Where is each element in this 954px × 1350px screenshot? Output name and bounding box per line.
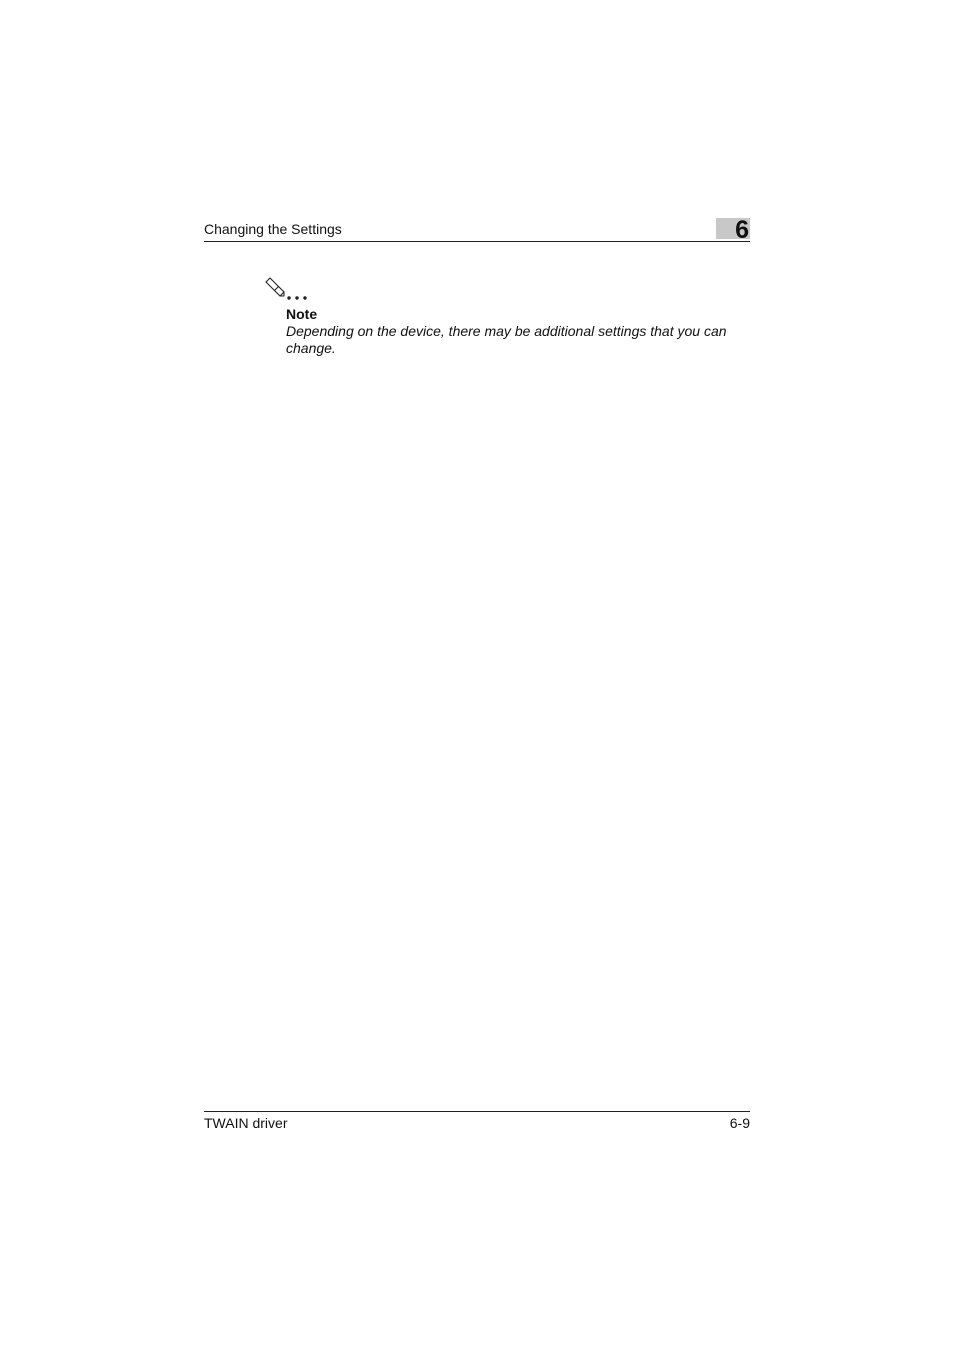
- footer-manual-title: TWAIN driver: [204, 1115, 288, 1131]
- header-rule: [204, 241, 750, 242]
- chapter-number: 6: [735, 216, 749, 244]
- note-heading: Note: [286, 306, 318, 322]
- pencil-note-icon: [264, 276, 312, 302]
- page-number: 6-9: [729, 1115, 750, 1131]
- footer-rule: [204, 1111, 750, 1112]
- note-text: Depending on the device, there may be additional settings that you can change.: [286, 323, 727, 356]
- chapter-tab: [716, 216, 750, 244]
- header-section-title: Changing the Settings: [204, 221, 342, 237]
